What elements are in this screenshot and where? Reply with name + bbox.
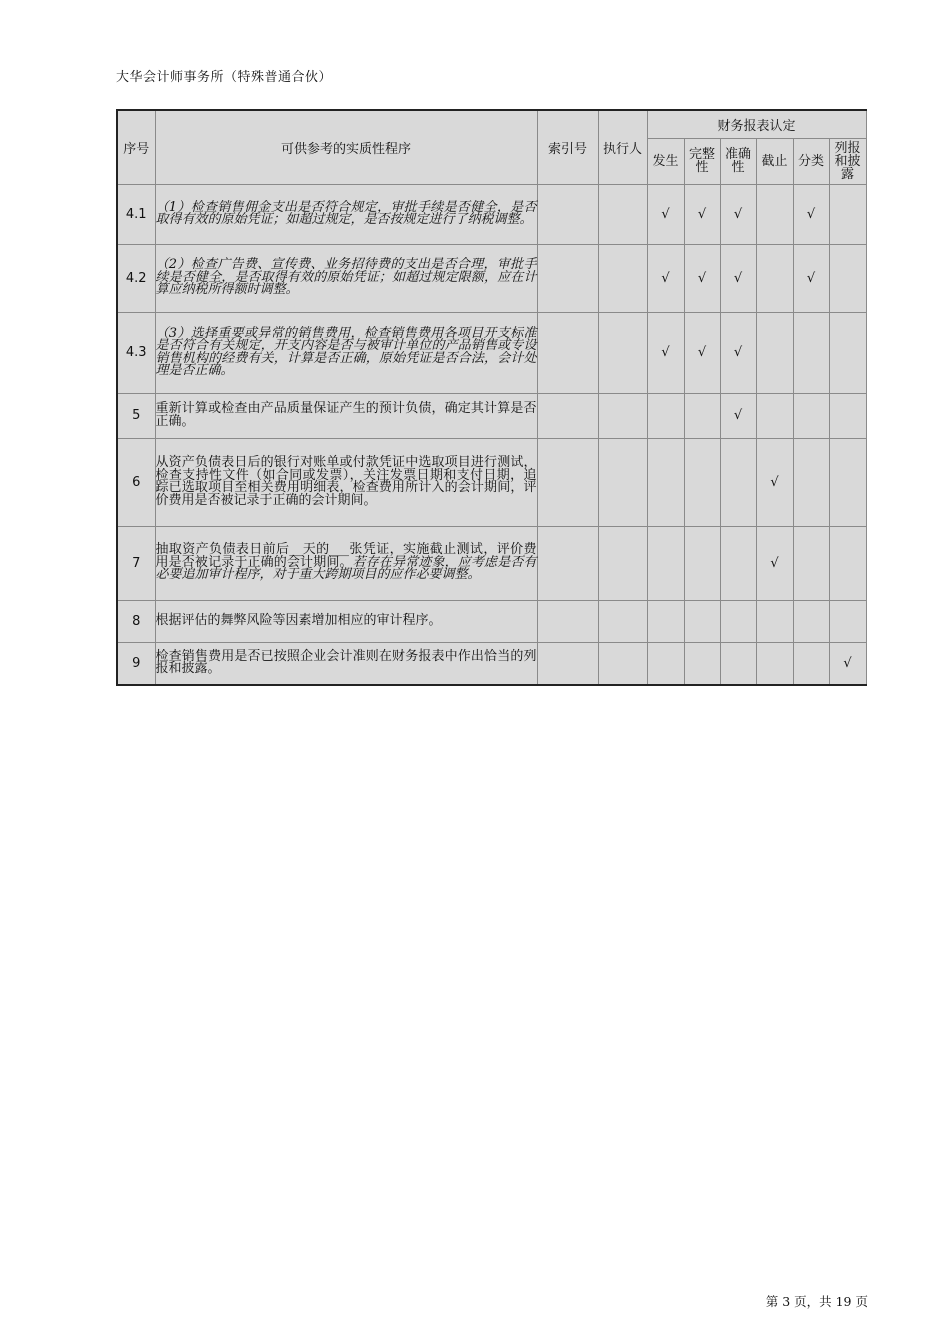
procedure-text-normal: 从资产负债表日后的银行对账单或付款凭证中选取项目进行测试，检查支持性文件（如合同或发票），关注发票日期和支付日期，追踪已选取项目至相关费用明细表，检查费用所计入的会计期间，评价费用是否被记录于正确的会计期间。 xyxy=(155,455,537,508)
executor-cell xyxy=(598,642,647,685)
check-classification xyxy=(793,312,829,393)
check-cutoff xyxy=(756,184,793,244)
check-occurrence: √ xyxy=(647,184,684,244)
table-row xyxy=(117,526,866,600)
executor-cell xyxy=(598,438,647,526)
index-cell xyxy=(537,184,598,244)
check-presentation xyxy=(829,438,866,526)
procedure-text-normal: 重新计算或检查由产品质量保证产生的预计负债，确定其计算是否正确。 xyxy=(155,401,537,429)
executor-cell xyxy=(598,244,647,312)
table-row xyxy=(117,600,866,642)
check-accuracy: √ xyxy=(720,244,756,312)
header-assertion-classification: 分类 xyxy=(793,138,829,184)
check-occurrence xyxy=(647,393,684,438)
firm-name: 大华会计师事务所（特殊普通合伙） xyxy=(116,70,333,85)
check-presentation xyxy=(829,184,866,244)
check-cutoff: √ xyxy=(756,438,793,526)
check-occurrence xyxy=(647,600,684,642)
procedure-text xyxy=(155,184,537,244)
procedure-text xyxy=(155,600,537,642)
procedure-text-normal: 根据评估的舞弊风险等因素增加相应的审计程序。 xyxy=(155,612,442,628)
check-occurrence xyxy=(647,438,684,526)
executor-cell xyxy=(598,526,647,600)
header-procedure: 可供参考的实质性程序 xyxy=(155,110,537,184)
row-number: 4.2 xyxy=(117,244,155,312)
procedure-text-normal: 抽取资产负债表日前后__天的___张凭证，实施截止测试，评价费用是否被记录于正确的会计期间。 xyxy=(155,542,537,570)
check-completeness: √ xyxy=(684,184,720,244)
check-cutoff xyxy=(756,600,793,642)
header-assertion-presentation: 列报和披露 xyxy=(829,138,866,184)
header-assertion-cutoff: 截止 xyxy=(756,138,793,184)
procedure-text xyxy=(155,393,537,438)
check-classification xyxy=(793,526,829,600)
header-assertion-occurrence: 发生 xyxy=(647,138,684,184)
check-presentation xyxy=(829,600,866,642)
header-assertions-group: 财务报表认定 xyxy=(647,110,866,138)
index-cell xyxy=(537,526,598,600)
table-row xyxy=(117,393,866,438)
header-assertion-completeness: 完整性 xyxy=(684,138,720,184)
check-presentation xyxy=(829,393,866,438)
procedure-text xyxy=(155,526,537,600)
check-classification xyxy=(793,600,829,642)
check-accuracy xyxy=(720,600,756,642)
index-cell xyxy=(537,312,598,393)
header-executor: 执行人 xyxy=(598,110,647,184)
check-presentation xyxy=(829,312,866,393)
check-classification xyxy=(793,393,829,438)
procedure-text-normal: 检查销售费用是否已按照企业会计准则在财务报表中作出恰当的列报和披露。 xyxy=(155,648,537,677)
check-cutoff xyxy=(756,244,793,312)
check-occurrence xyxy=(647,642,684,685)
check-cutoff xyxy=(756,312,793,393)
check-accuracy: √ xyxy=(720,312,756,393)
check-completeness xyxy=(684,438,720,526)
check-accuracy: √ xyxy=(720,393,756,438)
row-number: 4.1 xyxy=(117,184,155,244)
table-row xyxy=(117,244,866,312)
check-cutoff xyxy=(756,393,793,438)
check-completeness: √ xyxy=(684,312,720,393)
procedure-text-italic: （2）检查广告费、宣传费、业务招待费的支出是否合理，审批手续是否健全，是否取得有效的原始凭证；如超过规定限额，应在计算应纳税所得额时调整。 xyxy=(155,257,537,298)
table-row xyxy=(117,438,866,526)
check-completeness: √ xyxy=(684,244,720,312)
check-occurrence xyxy=(647,526,684,600)
page-number: 第 3 页，共 19 页 xyxy=(765,1294,868,1309)
procedure-text xyxy=(155,438,537,526)
check-completeness xyxy=(684,600,720,642)
row-number: 8 xyxy=(117,600,155,642)
executor-cell xyxy=(598,600,647,642)
check-presentation xyxy=(829,244,866,312)
executor-cell xyxy=(598,393,647,438)
index-cell xyxy=(537,244,598,312)
check-occurrence: √ xyxy=(647,244,684,312)
check-classification xyxy=(793,642,829,685)
row-number: 5 xyxy=(117,393,155,438)
check-completeness xyxy=(684,393,720,438)
check-accuracy xyxy=(720,526,756,600)
procedures-table xyxy=(116,109,867,686)
procedure-text-italic: （1）检查销售佣金支出是否符合规定，审批手续是否健全，是否取得有效的原始凭证；如超过规定，是否按规定进行了纳税调整。 xyxy=(155,199,537,227)
table-row xyxy=(117,184,866,244)
row-number: 7 xyxy=(117,526,155,600)
table-row xyxy=(117,312,866,393)
index-cell xyxy=(537,642,598,685)
check-presentation: √ xyxy=(829,642,866,685)
check-completeness xyxy=(684,526,720,600)
index-cell xyxy=(537,393,598,438)
check-accuracy: √ xyxy=(720,184,756,244)
executor-cell xyxy=(598,184,647,244)
procedure-text-italic: 若存在异常迹象，应考虑是否有必要追加审计程序，对于重大跨期项目的应作必要调整。 xyxy=(155,554,537,583)
check-classification: √ xyxy=(793,244,829,312)
header-assertion-accuracy: 准确性 xyxy=(720,138,756,184)
row-number: 9 xyxy=(117,642,155,685)
procedure-text xyxy=(155,244,537,312)
header-index: 索引号 xyxy=(537,110,598,184)
check-accuracy xyxy=(720,642,756,685)
table-row xyxy=(117,642,866,685)
executor-cell xyxy=(598,312,647,393)
check-cutoff: √ xyxy=(756,526,793,600)
check-completeness xyxy=(684,642,720,685)
procedure-text xyxy=(155,312,537,393)
index-cell xyxy=(537,438,598,526)
header-no: 序号 xyxy=(117,110,155,184)
procedure-text xyxy=(155,642,537,685)
check-occurrence: √ xyxy=(647,312,684,393)
check-cutoff xyxy=(756,642,793,685)
check-presentation xyxy=(829,526,866,600)
row-number: 6 xyxy=(117,438,155,526)
row-number: 4.3 xyxy=(117,312,155,393)
check-classification xyxy=(793,438,829,526)
index-cell xyxy=(537,600,598,642)
check-classification: √ xyxy=(793,184,829,244)
procedure-text-italic: （3）选择重要或异常的销售费用，检查销售费用各项目开支标准是否符合有关规定，开支内容是否与被审计单位的产品销售或专设销售机构的经费有关，计算是否正确，原始凭证是否合法，会计处理是否正确。 xyxy=(155,325,537,378)
check-accuracy xyxy=(720,438,756,526)
